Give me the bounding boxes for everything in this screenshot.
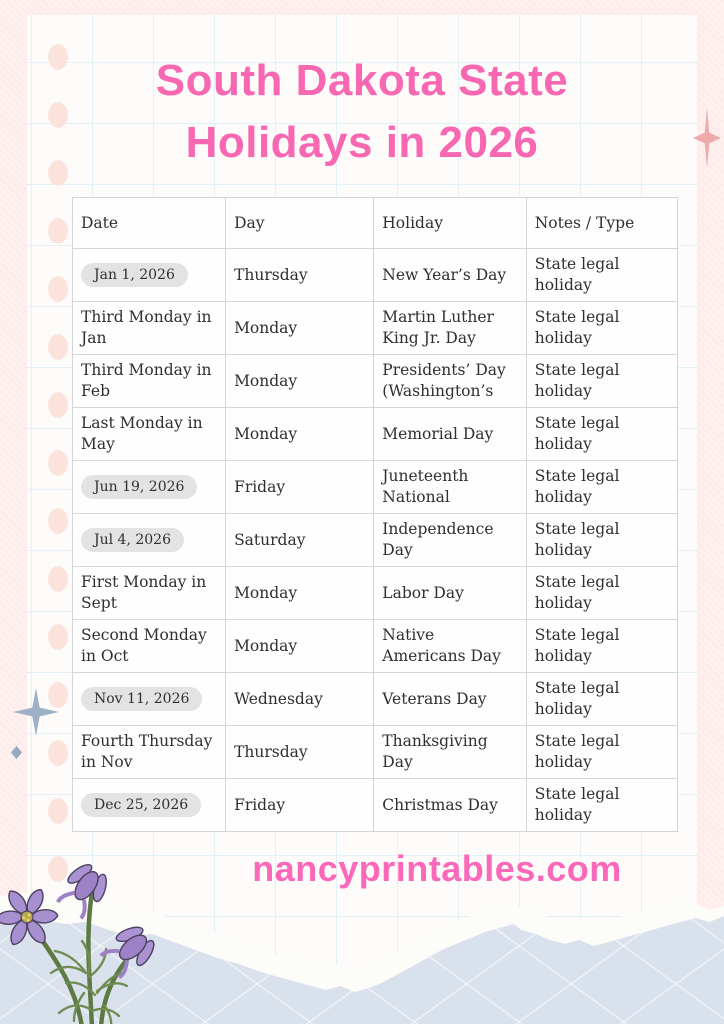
day-cell: Wednesday: [226, 673, 374, 726]
pasque-flower-illustration: [0, 823, 189, 1024]
day-cell: Friday: [226, 461, 374, 514]
notes-cell: State legal holiday: [526, 302, 677, 355]
date-cell: Second Monday in Oct: [73, 620, 226, 673]
holiday-cell: Thanksgiving Day: [374, 726, 526, 779]
date-cell: Third Monday in Jan: [73, 302, 226, 355]
date-cell: Third Monday in Feb: [73, 355, 226, 408]
table-row: [73, 567, 678, 620]
notes-cell: State legal holiday: [526, 514, 677, 567]
date-cell: [73, 514, 226, 567]
table-header-row: [73, 198, 678, 249]
date-cell: [73, 249, 226, 302]
notes-cell: State legal holiday: [526, 408, 677, 461]
notes-cell: State legal holiday: [526, 779, 677, 832]
page-title-line2: Holidays in 2026: [185, 118, 539, 167]
notes-cell: State legal holiday: [526, 726, 677, 779]
blue-diamond-icon: [11, 746, 22, 759]
day-cell: Monday: [226, 355, 374, 408]
date-cell: [73, 461, 226, 514]
notes-cell: State legal holiday: [526, 673, 677, 726]
table-row: [73, 249, 678, 302]
day-cell: Monday: [226, 567, 374, 620]
day-cell: Thursday: [226, 726, 374, 779]
notes-cell: State legal holiday: [526, 461, 677, 514]
date-cell: Fourth Thursday in Nov: [73, 726, 226, 779]
holiday-cell: Martin Luther King Jr. Day: [374, 302, 526, 355]
table-row: [73, 514, 678, 567]
holiday-cell: New Year’s Day: [374, 249, 526, 302]
day-cell: Saturday: [226, 514, 374, 567]
header-notes: Notes / Type: [526, 198, 677, 249]
date-badge: Dec 25, 2026: [81, 793, 201, 817]
page-title-line1: South Dakota State: [155, 56, 569, 105]
date-cell: [73, 673, 226, 726]
table-row: [73, 461, 678, 514]
holiday-cell: Christmas Day: [374, 779, 526, 832]
header-date: Date: [73, 198, 226, 249]
day-cell: Friday: [226, 779, 374, 832]
date-badge: Jan 1, 2026: [81, 263, 188, 287]
notes-cell: State legal holiday: [526, 567, 677, 620]
day-cell: Monday: [226, 620, 374, 673]
holiday-cell: Veterans Day: [374, 673, 526, 726]
table-row: [73, 302, 678, 355]
website-link[interactable]: nancyprintables.com: [252, 848, 622, 889]
notes-cell: State legal holiday: [526, 620, 677, 673]
date-badge: Jun 19, 2026: [81, 475, 197, 499]
day-cell: Monday: [226, 302, 374, 355]
holiday-cell: Labor Day: [374, 567, 526, 620]
header-day: Day: [226, 198, 374, 249]
notes-cell: State legal holiday: [526, 355, 677, 408]
holidays-table: [72, 197, 678, 832]
day-cell: Monday: [226, 408, 374, 461]
holiday-cell: Juneteenth National: [374, 461, 526, 514]
header-holiday: Holiday: [374, 198, 526, 249]
table-row: [73, 408, 678, 461]
table-row: [73, 726, 678, 779]
holiday-cell: Presidents’ Day (Washington’s: [374, 355, 526, 408]
holiday-cell: Independence Day: [374, 514, 526, 567]
date-badge: Nov 11, 2026: [81, 687, 202, 711]
pink-sparkle-icon: [693, 108, 721, 168]
day-cell: Thursday: [226, 249, 374, 302]
holiday-cell: Native Americans Day: [374, 620, 526, 673]
date-cell: Last Monday in May: [73, 408, 226, 461]
holiday-cell: Memorial Day: [374, 408, 526, 461]
table-row: [73, 673, 678, 726]
table-row: [73, 620, 678, 673]
notes-cell: State legal holiday: [526, 249, 677, 302]
date-badge: Jul 4, 2026: [81, 528, 184, 552]
table-row: [73, 355, 678, 408]
date-cell: First Monday in Sept: [73, 567, 226, 620]
page-title: [27, 50, 697, 174]
